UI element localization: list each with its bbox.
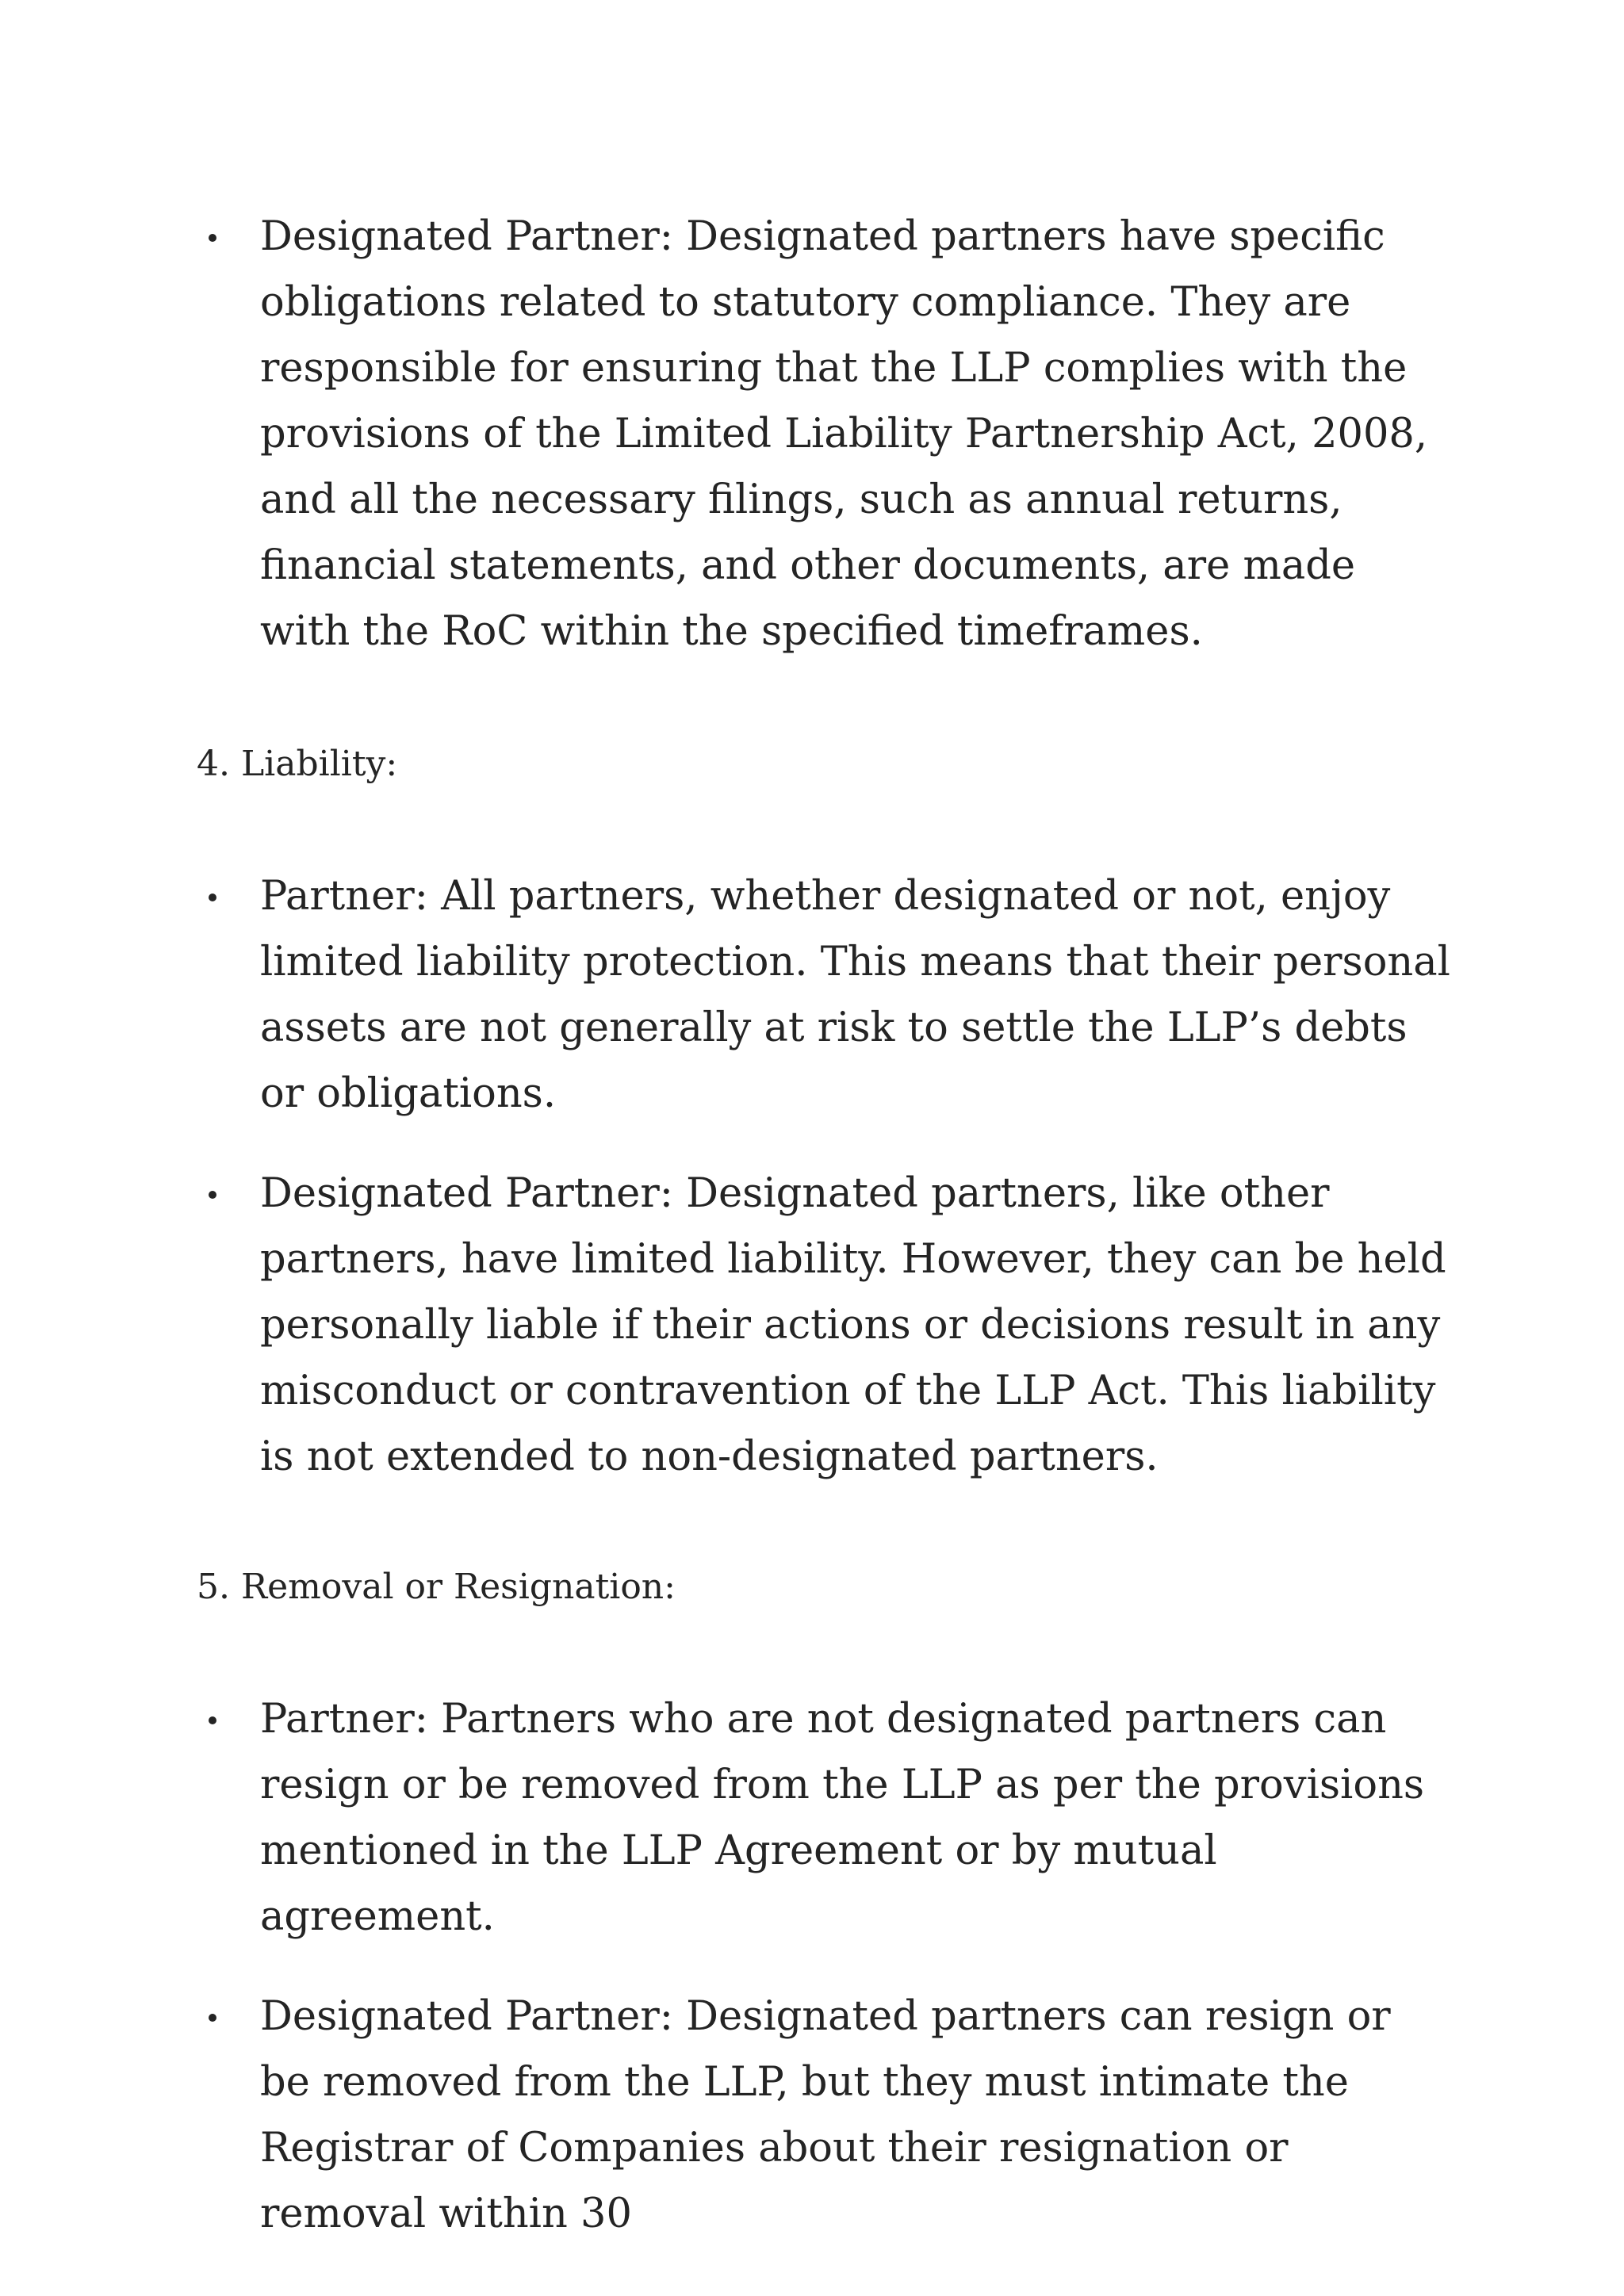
list-item <box>198 1984 1451 2247</box>
list-item <box>198 1161 1451 1490</box>
list-item <box>198 863 1451 1127</box>
liability-bullet-list <box>198 863 1451 1490</box>
removal-bullet-list <box>198 1686 1451 2247</box>
list-item-text: Partner: Partners who are not designated partners can resign or be removed from the LLP as per the provisions mentioned in the LLP Agreement or by mutual agreement. <box>260 1696 1425 1940</box>
section-heading-removal: 5. Removal or Resignation: <box>197 1567 676 1607</box>
bullet-icon <box>209 1191 216 1199</box>
list-item-text: Designated Partner: Designated partners can resign or be removed from the LLP, but they must intimate the Registrar of Companies about their resignation or removal within 30 <box>260 1993 1391 2237</box>
bullet-icon <box>209 234 216 242</box>
section-heading-liability: 4. Liability: <box>197 744 398 784</box>
list-item-text: Designated Partner: Designated partners have specific obligations related to statutory compliance. They are responsible for ensuring that the LLP complies with the provisions of the Limited Liability Partnership Act, 2008, and all the necessary filings, such as annual returns, financial statements, and other documents, are made with the RoC within the specified timeframes. <box>260 213 1428 655</box>
bullet-icon <box>209 2014 216 2022</box>
bullet-icon <box>209 1716 216 1724</box>
list-item <box>198 1686 1451 1950</box>
bullet-icon <box>209 894 216 901</box>
list-item-text: Designated Partner: Designated partners, like other partners, have limited liability. However, they can be held personally liable if their actions or decisions result in any misconduct or contravention of the LLP Act. This liability is not extended to non-designated partners. <box>260 1170 1446 1480</box>
list-item <box>198 204 1451 664</box>
list-item-text: Partner: All partners, whether designated or not, enjoy limited liability protection. This means that their personal assets are not generally at risk to settle the LLP’s debts or obligations. <box>260 873 1450 1117</box>
compliance-bullet-list <box>198 204 1451 664</box>
